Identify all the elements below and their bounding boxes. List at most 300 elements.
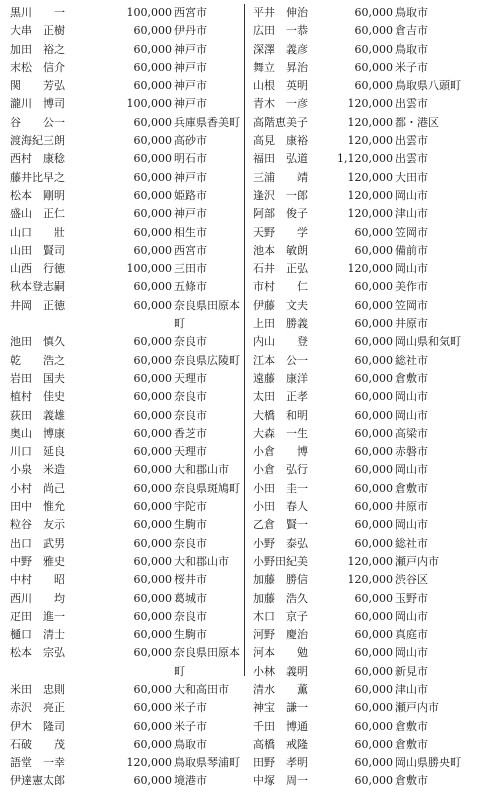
donor-name: 乙倉 賢一 [253,518,308,532]
donation-amount: 60,000 [133,426,172,440]
donor-name: 遠藤 康洋 [253,371,308,385]
donation-row [10,205,238,223]
donation-row [10,590,238,608]
donation-row [10,754,238,772]
donor-name: 小野 泰弘 [253,536,308,550]
donation-amount: 60,000 [354,42,393,56]
donation-row [253,77,473,95]
donor-name: 岩田 国夫 [10,371,65,385]
donor-location: 岡山市 [395,262,428,276]
donor-location: 津山市 [395,207,428,221]
donation-row [253,260,473,278]
donor-name: 木口 京子 [253,609,308,623]
donor-name: 樋口 清士 [10,628,65,642]
donor-location: 葛城市 [174,591,207,605]
donation-amount: 60,000 [133,335,172,349]
donation-row [253,297,473,315]
donation-row [10,22,238,40]
donor-location: 岡山市 [395,463,428,477]
donation-row [253,114,473,132]
donation-amount: 60,000 [354,518,393,532]
donation-amount: 60,000 [354,774,393,788]
donation-amount: 120,000 [347,207,393,221]
donation-row [253,370,473,388]
donation-amount: 1,120,000 [337,152,393,166]
donor-name: 山口 壯 [10,225,65,239]
donation-row [253,4,473,22]
column-divider [244,4,245,676]
donation-row [253,644,473,662]
donation-amount: 60,000 [133,682,172,696]
donation-row [10,425,238,443]
donation-row [253,315,473,333]
donor-location: 伊丹市 [174,24,207,38]
donation-amount: 120,000 [347,262,393,276]
donation-row [10,772,238,790]
donor-location: 井原市 [395,317,428,331]
donation-row [10,626,238,644]
donation-amount: 60,000 [133,24,172,38]
donor-location: 笠岡市 [395,298,428,312]
donor-location: 奈良市 [174,335,207,349]
donor-location: 高砂市 [174,134,207,148]
donation-amount: 60,000 [133,646,172,660]
donation-amount: 60,000 [354,280,393,294]
donor-location: 奈良県田原本 [174,298,240,312]
donor-name: 小田 圭一 [253,481,308,495]
donor-name: 瀧川 博司 [10,97,65,111]
donor-name: 谷 公一 [10,115,65,129]
donor-location: 井原市 [395,500,428,514]
donation-amount: 60,000 [354,445,393,459]
donor-location: 町 [174,317,185,331]
donation-amount: 60,000 [354,6,393,19]
donor-name: 乾 浩之 [10,353,65,367]
donor-location: 香芝市 [174,426,207,440]
donor-name: 田中 惟允 [10,500,65,514]
donation-amount: 120,000 [347,573,393,587]
donor-name: 出口 武男 [10,536,65,550]
donor-name: 河野 慶治 [253,628,308,642]
donor-location: 大田市 [395,170,428,184]
donor-name: 逢沢 一郎 [253,188,308,202]
donation-row [10,663,238,681]
donor-location: 天理市 [174,371,207,385]
donor-location: 玉野市 [395,591,428,605]
donation-row [10,608,238,626]
donor-name: 田野 孝明 [253,756,308,770]
donation-row [10,461,238,479]
donation-row [253,699,473,717]
donation-row [253,205,473,223]
donation-row [253,150,473,168]
donation-amount: 60,000 [133,371,172,385]
donor-location: 倉敷市 [395,481,428,495]
donor-name: 西川 均 [10,591,65,605]
donor-name: 荻田 義雄 [10,408,65,422]
donation-amount: 60,000 [354,371,393,385]
donation-row [253,772,473,790]
donation-amount: 100,000 [126,262,172,276]
donor-name: 福田 弘道 [253,152,308,166]
donation-amount: 60,000 [133,134,172,148]
donation-amount: 60,000 [133,225,172,239]
donation-row [10,407,238,425]
donation-row [253,187,473,205]
donation-amount: 60,000 [133,500,172,514]
donation-row [10,150,238,168]
donor-name: 舞立 昇治 [253,60,308,74]
donation-row [253,41,473,59]
donor-name: 米田 忠則 [10,682,65,696]
donor-location: 渋谷区 [395,573,428,587]
donation-amount: 60,000 [354,390,393,404]
donor-location: 奈良市 [174,408,207,422]
donor-name: 深澤 義彦 [253,42,308,56]
donation-amount: 60,000 [354,79,393,93]
donor-location: 高梁市 [395,426,428,440]
donation-row [10,297,238,315]
donation-row [253,169,473,187]
donor-location: 岡山県和気町 [395,335,461,349]
donation-row [253,608,473,626]
donation-amount: 100,000 [126,97,172,111]
donation-row [10,370,238,388]
donation-row [10,553,238,571]
donation-row [253,443,473,461]
donation-amount: 60,000 [354,24,393,38]
donation-row [10,242,238,260]
donor-name: 西村 康稔 [10,152,65,166]
donor-location: 鳥取市 [395,42,428,56]
donation-amount: 60,000 [354,60,393,74]
donor-location: 岡山市 [395,188,428,202]
donation-row [10,699,238,717]
donor-name: 山田 賢司 [10,243,65,257]
donor-name: 秋本登志嗣 [10,280,65,294]
donor-location: 美作市 [395,280,428,294]
donation-amount: 60,000 [354,591,393,605]
donation-amount: 60,000 [133,170,172,184]
donation-amount: 60,000 [133,115,172,129]
donation-amount: 60,000 [133,243,172,257]
donor-name: 上田 勝義 [253,317,308,331]
donor-location: 大和郡山市 [174,463,229,477]
donation-amount: 60,000 [133,463,172,477]
donor-name: 伊藤 文夫 [253,298,308,312]
donation-amount: 60,000 [133,408,172,422]
donation-row [10,224,238,242]
donor-name: 池田 慎久 [10,335,65,349]
donation-row [253,242,473,260]
donor-location: 姫路市 [174,188,207,202]
donor-location: 瀬戸内市 [395,554,439,568]
donation-amount: 60,000 [133,609,172,623]
donor-location: 鳥取市 [395,6,428,19]
donor-location: 天理市 [174,445,207,459]
donation-row [10,333,238,351]
donation-row [253,132,473,150]
donor-name: 石破 茂 [10,737,65,751]
donor-location: 神戸市 [174,97,207,111]
donor-name: 河本 勉 [253,646,308,660]
donor-location: 倉吉市 [395,24,428,38]
donation-amount: 60,000 [133,719,172,733]
donation-row [10,571,238,589]
donor-location: 瀬戸内市 [395,701,439,715]
donor-location: 新見市 [395,664,428,678]
donation-amount: 60,000 [354,463,393,477]
donation-row [253,352,473,370]
donor-name: 高階恵美子 [253,115,308,129]
donor-name: 小田 春人 [253,500,308,514]
donor-location: 明石市 [174,152,207,166]
donation-row [253,22,473,40]
donor-name: 加田 裕之 [10,42,65,56]
donation-amount: 60,000 [133,298,172,312]
donor-name: 井岡 正徳 [10,298,65,312]
donation-amount: 60,000 [133,481,172,495]
donor-name: 松本 剛明 [10,188,65,202]
donation-amount: 60,000 [354,481,393,495]
donor-name: 黒川 一 [10,6,65,19]
donation-amount: 60,000 [133,536,172,550]
donation-row [10,644,238,662]
donor-location: 西宮市 [174,243,207,257]
donor-location: 相生市 [174,225,207,239]
donor-location: 兵庫県香美町 [174,115,240,129]
donor-location: 津山市 [395,682,428,696]
donation-row [253,626,473,644]
donation-amount: 60,000 [354,225,393,239]
donation-row [253,498,473,516]
donation-row [10,315,238,333]
donor-name: 市村 仁 [253,280,308,294]
donation-amount: 60,000 [354,335,393,349]
donation-row [253,681,473,699]
donor-location: 総社市 [395,536,428,550]
donor-name: 小泉 米造 [10,463,65,477]
donation-row [253,718,473,736]
donor-name: 盛山 正仁 [10,207,65,221]
donation-amount: 60,000 [133,42,172,56]
donation-amount: 60,000 [133,60,172,74]
donation-amount: 60,000 [133,554,172,568]
donation-amount: 60,000 [133,353,172,367]
donation-amount: 60,000 [133,573,172,587]
donor-name: 清水 薫 [253,682,308,696]
donation-amount: 120,000 [347,554,393,568]
donor-location: 三田市 [174,262,207,276]
donor-location: 倉敷市 [395,371,428,385]
donation-amount: 60,000 [133,390,172,404]
donor-location: 倉敷市 [395,719,428,733]
donor-name: 太田 正孝 [253,390,308,404]
donation-row [10,95,238,113]
donor-name: 広田 一恭 [253,24,308,38]
donation-amount: 60,000 [354,609,393,623]
donor-location: 米子市 [174,719,207,733]
donation-row [10,352,238,370]
donation-row [10,480,238,498]
donation-row [253,535,473,553]
donor-name: 小倉 博 [253,445,308,459]
donation-row [10,278,238,296]
donation-row [253,516,473,534]
donor-name: 池本 敏朗 [253,243,308,257]
donor-location: 奈良県田原本 [174,646,240,660]
donation-amount: 120,000 [347,170,393,184]
donor-location: 岡山県勝央町 [395,756,461,770]
donation-amount: 60,000 [133,445,172,459]
donor-location: 岡山市 [395,390,428,404]
donor-name: 疋田 進一 [10,609,65,623]
donor-location: 奈良市 [174,609,207,623]
donor-location: 五條市 [174,280,207,294]
donor-name: 中塚 周一 [253,774,308,788]
donor-name: 高橋 戒隆 [253,737,308,751]
donation-amount: 60,000 [354,426,393,440]
donor-location: 奈良市 [174,390,207,404]
donor-location: 鳥取市 [174,737,207,751]
donation-amount: 120,000 [347,97,393,111]
donor-name: 山根 英明 [253,79,308,93]
donor-location: 神戸市 [174,207,207,221]
donor-name: 大森 一生 [253,426,308,440]
donor-name: 天野 学 [253,225,308,239]
donation-row [10,736,238,754]
donation-row [10,516,238,534]
donor-location: 西宮市 [174,6,207,19]
donor-name: 粒谷 友示 [10,518,65,532]
donor-location: 出雲市 [395,97,428,111]
donation-amount: 60,000 [133,152,172,166]
donation-row [253,388,473,406]
donation-row [253,663,473,681]
donor-name: 阿部 俊子 [253,207,308,221]
donor-location: 神戸市 [174,79,207,93]
donor-location: 笠岡市 [395,225,428,239]
donation-amount: 60,000 [354,664,393,678]
donor-name: 加藤 勝信 [253,573,308,587]
donation-row [253,754,473,772]
donor-location: 出雲市 [395,152,428,166]
donor-name: 関 芳弘 [10,79,65,93]
donation-row [253,480,473,498]
donor-location: 神戸市 [174,42,207,56]
donation-row [253,333,473,351]
donor-name: 藤井比早之 [10,170,65,184]
donation-row [10,681,238,699]
donor-location: 桜井市 [174,573,207,587]
donor-location: 米子市 [174,701,207,715]
donation-row [253,95,473,113]
donor-location: 生駒市 [174,628,207,642]
donor-name: 内山 登 [253,335,308,349]
donation-amount: 60,000 [354,536,393,550]
donation-row [10,4,238,22]
donor-location: 総社市 [395,353,428,367]
donor-name: 語堂 一幸 [10,756,65,770]
donor-name: 中野 雅史 [10,554,65,568]
donor-location: 備前市 [395,243,428,257]
donation-amount: 60,000 [354,719,393,733]
donation-amount: 120,000 [347,115,393,129]
donor-name: 大橋 和明 [253,408,308,422]
donation-amount: 60,000 [133,280,172,294]
donor-name: 小林 義明 [253,664,308,678]
donor-name: 平井 伸治 [253,6,308,19]
right-column [253,4,473,791]
donor-location: 大和郡山市 [174,554,229,568]
donation-amount: 60,000 [133,628,172,642]
donor-location: 町 [174,664,185,678]
donation-amount: 60,000 [354,737,393,751]
donor-name: 千田 博通 [253,719,308,733]
donor-location: 宇陀市 [174,500,207,514]
donor-location: 都・港区 [395,115,439,129]
donor-name: 大串 正樹 [10,24,65,38]
donation-amount: 60,000 [354,243,393,257]
donor-location: 出雲市 [395,134,428,148]
donor-name: 植村 佳史 [10,390,65,404]
donation-row [253,590,473,608]
donor-location: 鳥取県八頭町 [395,79,461,93]
donation-amount: 60,000 [133,774,172,788]
donation-row [253,571,473,589]
donor-name: 山西 行徳 [10,262,65,276]
donor-name: 末松 信介 [10,60,65,74]
donor-name: 松本 宗弘 [10,646,65,660]
donation-amount: 60,000 [354,628,393,642]
donation-amount: 60,000 [354,682,393,696]
donor-location: 岡山市 [395,609,428,623]
left-column [10,4,238,791]
donation-amount: 60,000 [133,701,172,715]
donor-location: 岡山市 [395,518,428,532]
donor-location: 岡山市 [395,408,428,422]
donor-name: 高見 康裕 [253,134,308,148]
donation-amount: 60,000 [133,79,172,93]
donation-row [10,132,238,150]
donation-amount: 100,000 [126,6,172,19]
donor-name: 伊木 隆司 [10,719,65,733]
donation-amount: 60,000 [354,408,393,422]
donation-amount: 60,000 [354,701,393,715]
donation-row [253,553,473,571]
donation-row [10,114,238,132]
donation-row [10,535,238,553]
donation-amount: 60,000 [354,317,393,331]
donor-location: 米子市 [395,60,428,74]
donation-amount: 60,000 [133,737,172,751]
donor-name: 小野田紀美 [253,554,308,568]
donation-row [10,718,238,736]
donor-name: 中村 昭 [10,573,65,587]
donation-amount: 60,000 [354,756,393,770]
donor-name: 小倉 弘行 [253,463,308,477]
donor-location: 奈良県斑鳩町 [174,481,240,495]
donation-amount: 60,000 [133,518,172,532]
donation-row [253,407,473,425]
donor-location: 岡山市 [395,646,428,660]
donation-row [10,443,238,461]
donor-location: 奈良市 [174,536,207,550]
donation-row [253,59,473,77]
donation-row [253,736,473,754]
donation-amount: 60,000 [354,500,393,514]
donor-name: 奥山 博康 [10,426,65,440]
